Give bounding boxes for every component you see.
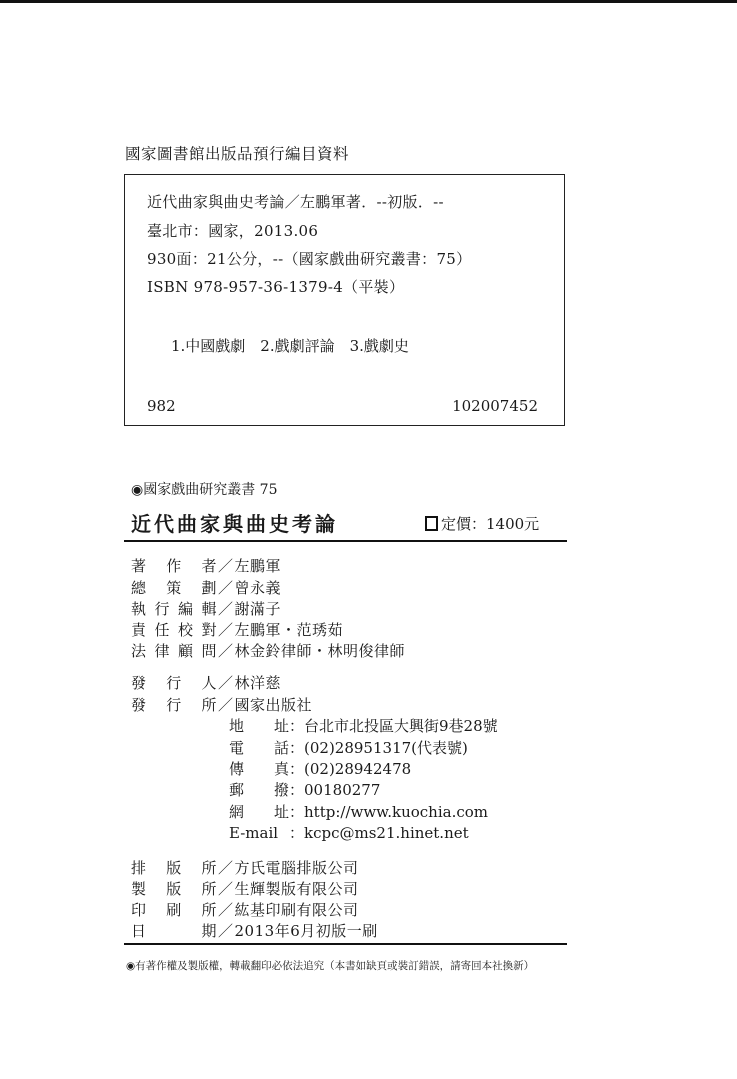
cip-header: 國家圖書館出版品預行編目資料 [125, 145, 350, 163]
publisher-value: 林洋慈 [234, 674, 282, 692]
publisher-label: 發行人 [131, 674, 217, 692]
production-value: 2013年6月初版一刷 [234, 922, 378, 940]
production-label: 排版所 [131, 859, 217, 877]
credit-row: 執行編輯／謝滿子 [131, 600, 282, 618]
contact-row: 傳真：(02)28942478 [229, 760, 412, 778]
contact-label: 網址 [229, 803, 289, 821]
cip-record-box [124, 174, 565, 426]
publisher-row: 發行人／林洋慈 [131, 674, 282, 692]
credit-row: 總策劃／曾永義 [131, 579, 282, 597]
publisher-row: 發行所／國家出版社 [131, 696, 313, 714]
price-text: 定價：1400元 [441, 515, 540, 533]
credit-value: 謝滿子 [234, 600, 282, 618]
contact-label: 郵撥 [229, 781, 289, 799]
credit-value: 林金鈴律師・林明俊律師 [234, 642, 406, 660]
contact-value: (02)28942478 [304, 760, 412, 778]
contact-row: 郵撥：00180277 [229, 781, 381, 799]
contact-row: E-mail ：kcpc@ms21.hinet.net [229, 824, 469, 842]
production-value: 生輝製版有限公司 [234, 880, 359, 898]
contact-label: 傳真 [229, 760, 289, 778]
production-label: 日期 [131, 922, 217, 940]
series-label: ◉國家戲曲研究叢書 75 [131, 482, 278, 498]
contact-label: 電話 [229, 739, 289, 757]
divider-bottom [124, 943, 567, 945]
divider-top [124, 540, 567, 542]
price-label [425, 513, 539, 534]
copyright-notice: ◉有著作權及製版權，轉載翻印必依法追究（本書如缺頁或裝訂錯誤，請寄回本社換新） [126, 960, 535, 972]
credit-value: 曾永義 [234, 579, 282, 597]
publisher-value: 國家出版社 [234, 696, 313, 714]
publisher-label: 發行所 [131, 696, 217, 714]
production-value: 紘基印刷有限公司 [234, 901, 359, 919]
book-title: 近代曲家與曲史考論 [131, 512, 338, 536]
contact-label: 地址 [229, 717, 289, 735]
production-value: 方氏電腦排版公司 [234, 859, 359, 877]
cip-classification: 982 [147, 397, 176, 415]
credit-label: 執行編輯 [131, 600, 217, 618]
contact-row: 網址：http://www.kuochia.com [229, 803, 489, 821]
credit-value: 左鵬軍・范琇茹 [234, 621, 344, 639]
top-border-line [0, 0, 737, 3]
credit-row: 責任校對／左鵬軍・范琇茹 [131, 621, 344, 639]
contact-value: 00180277 [304, 781, 381, 799]
production-row: 排版所／方氏電腦排版公司 [131, 859, 359, 877]
credit-label: 總策劃 [131, 579, 217, 597]
production-label: 製版所 [131, 880, 217, 898]
cip-line-title: 近代曲家與曲史考論／左鵬軍著．--初版．-- [147, 193, 444, 211]
contact-row: 電話：(02)28951317(代表號) [229, 739, 468, 757]
credit-value: 左鵬軍 [234, 557, 282, 575]
credit-row: 法律顧問／林金鈴律師・林明俊律師 [131, 642, 406, 660]
contact-row: 地址：台北市北投區大興街9巷28號 [229, 717, 498, 735]
credit-label: 著作者 [131, 557, 217, 575]
credit-label: 法律顧問 [131, 642, 217, 660]
contact-value: 台北市北投區大興街9巷28號 [304, 717, 498, 735]
square-icon [425, 516, 438, 531]
credit-row: 著作者／左鵬軍 [131, 557, 282, 575]
production-row: 日期／2013年6月初版一刷 [131, 922, 378, 940]
cip-line-physical: 930面：21公分，--（國家戲曲研究叢書：75） [147, 250, 472, 268]
credit-label: 責任校對 [131, 621, 217, 639]
cip-record-number: 102007452 [452, 397, 538, 415]
cip-subjects: 1.中國戲劇 2.戲劇評論 3.戲劇史 [171, 337, 409, 355]
cip-line-isbn: ISBN 978-957-36-1379-4（平裝） [147, 278, 405, 296]
production-row: 印刷所／紘基印刷有限公司 [131, 901, 359, 919]
production-row: 製版所／生輝製版有限公司 [131, 880, 359, 898]
contact-value: kcpc@ms21.hinet.net [304, 824, 469, 842]
contact-value: (02)28951317(代表號) [304, 739, 468, 757]
cip-line-imprint: 臺北市：國家，2013.06 [147, 222, 319, 240]
production-label: 印刷所 [131, 901, 217, 919]
contact-value: http://www.kuochia.com [304, 803, 489, 821]
contact-label: E-mail [229, 824, 279, 842]
